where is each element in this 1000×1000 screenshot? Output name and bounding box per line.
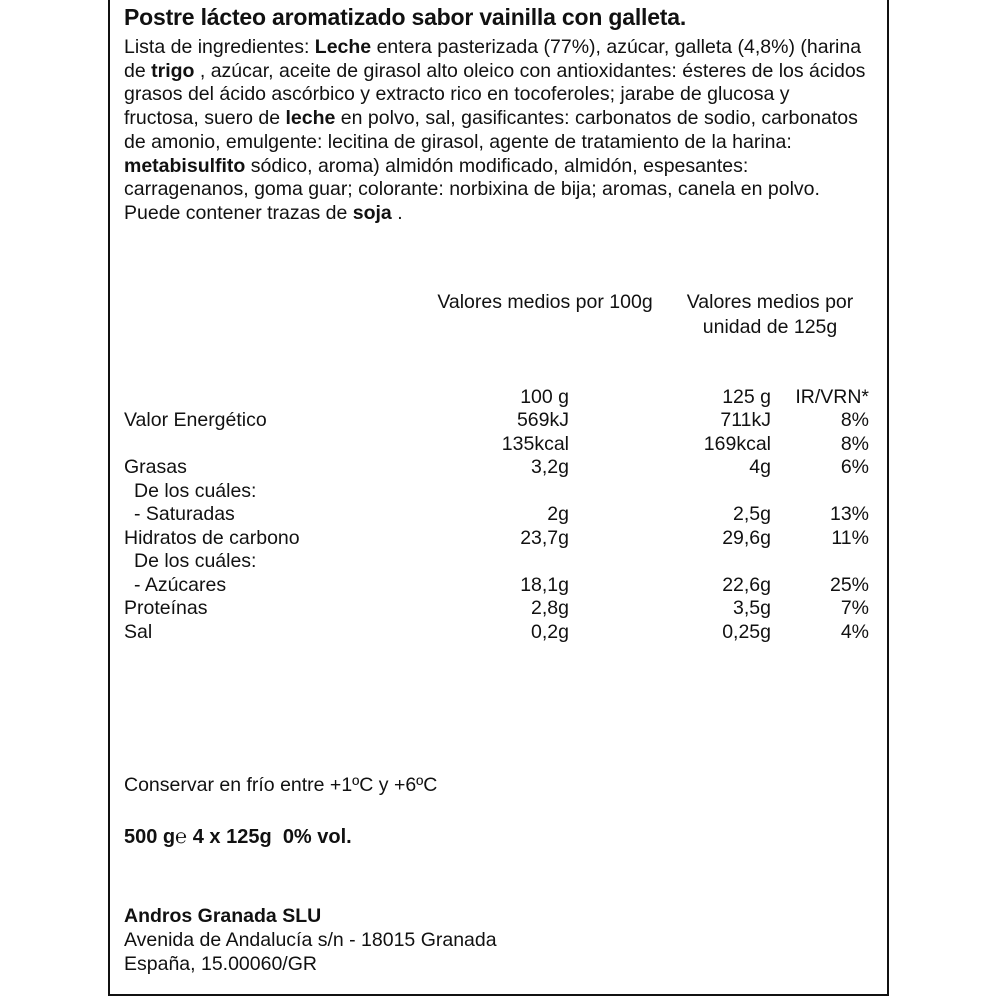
nutrition-row xyxy=(124,503,874,527)
value-per-100g: 2,8g xyxy=(531,597,569,619)
col-125g-label: 125 g xyxy=(722,386,771,408)
value-per-100g: 3,2g xyxy=(531,456,569,478)
value-per-100g: 135kcal xyxy=(501,432,569,455)
allergen-text: metabisulfito xyxy=(124,154,246,177)
nutrition-row xyxy=(124,409,874,433)
company-info xyxy=(124,904,497,976)
nutrient-label: De los cuáles: xyxy=(134,550,257,572)
value-per-100g: 18,1g xyxy=(520,573,569,596)
ingredient-text: entera pasterizada (77%), azúcar, galleta (4,8%) (harina de xyxy=(124,36,862,82)
reference-intake: 8% xyxy=(840,409,869,431)
value-per-125g: 4g xyxy=(749,456,771,478)
nutrient-label: Grasas xyxy=(124,456,187,478)
nutrition-row xyxy=(124,480,874,504)
ingredient-text: en polvo, sal, gasificantes: carbonatos de sodio, carbonatos de amonio, emulgente: lecitina de girasol, agente de tratamiento de la harina: xyxy=(124,107,858,153)
nutrient-label: - Azúcares xyxy=(134,573,227,596)
value-per-100g: 2g xyxy=(547,503,569,525)
nutrient-label: - Saturadas xyxy=(134,503,235,525)
ingredient-text: . xyxy=(391,201,403,224)
value-per-125g: 2,5g xyxy=(733,503,771,525)
company-address: Avenida de Andalucía s/n - 18015 Granada xyxy=(124,929,497,951)
col-ir-label: IR/VRN* xyxy=(795,386,869,408)
reference-intake: 4% xyxy=(840,620,869,643)
company-registration: España, 15.00060/GR xyxy=(124,953,317,975)
ingredient-text: sódico, aroma) almidón modificado, almidón, espesantes: carragenanos, goma guar; colorante: norbixina de bija; aromas, canela en polvo. Puede contener trazas de xyxy=(124,154,820,224)
alcohol-content: 0% vol. xyxy=(282,826,352,848)
ingredients-list xyxy=(124,36,869,226)
nutrient-label: Proteínas xyxy=(124,597,208,619)
value-per-125g: 169kcal xyxy=(703,432,771,455)
value-per-125g: 0,25g xyxy=(722,620,771,643)
value-per-100g: 23,7g xyxy=(520,526,569,549)
nutrient-label: Hidratos de carbono xyxy=(124,526,300,549)
product-title: Postre lácteo aromatizado sabor vainilla con galleta. xyxy=(124,4,687,30)
allergen-text: trigo xyxy=(151,59,195,82)
value-per-125g: 29,6g xyxy=(722,526,771,549)
company-name: Andros Granada SLU xyxy=(124,905,322,927)
reference-intake: 25% xyxy=(829,573,869,596)
nutrition-row xyxy=(124,574,874,598)
storage-instructions: Conservar en frío entre +1ºC y +6ºC xyxy=(124,774,438,796)
nutrient-label: Sal xyxy=(124,620,153,643)
value-per-100g: 569kJ xyxy=(516,409,569,431)
allergen-text: soja xyxy=(352,201,392,224)
value-per-125g: 22,6g xyxy=(722,573,771,596)
unit-count: 4 x 125g xyxy=(192,826,272,848)
ingredient-text: Lista de ingredientes: xyxy=(124,36,315,58)
nutrition-row xyxy=(124,433,874,457)
estimated-sign-icon: ℮ xyxy=(175,826,188,848)
nutrition-subheader xyxy=(124,386,874,410)
value-per-125g: 711kJ xyxy=(720,409,771,431)
allergen-text: Leche xyxy=(314,36,372,58)
net-quantity xyxy=(124,826,352,849)
reference-intake: 8% xyxy=(840,432,869,455)
nutrition-row xyxy=(124,621,874,645)
value-per-125g: 3,5g xyxy=(733,597,771,619)
col-100g-label: 100 g xyxy=(520,386,569,408)
nutrient-label: De los cuáles: xyxy=(134,479,257,502)
nutrition-row xyxy=(124,550,874,574)
nutrition-row xyxy=(124,597,874,621)
reference-intake: 13% xyxy=(829,503,869,525)
nutrient-label: Valor Energético xyxy=(124,409,267,431)
reference-intake: 7% xyxy=(840,597,869,619)
allergen-text: leche xyxy=(285,107,336,130)
header-per-100g: Valores medios por 100g xyxy=(437,291,653,313)
nutrition-row xyxy=(124,527,874,551)
value-per-100g: 0,2g xyxy=(531,620,569,643)
ingredient-text: , azúcar, aceite de girasol alto oleico con antioxidantes: ésteres de los ácidos grasos del ácido ascórbico y extracto rico en tocoferoles; jarabe de glucosa y fructosa, suero de xyxy=(124,59,866,130)
reference-intake: 6% xyxy=(840,456,869,478)
header-per-unit: Valores medios por unidad de 125g xyxy=(686,291,854,338)
nutrition-row xyxy=(124,456,874,480)
reference-intake: 11% xyxy=(831,526,869,549)
net-weight: 500 g xyxy=(124,826,176,848)
